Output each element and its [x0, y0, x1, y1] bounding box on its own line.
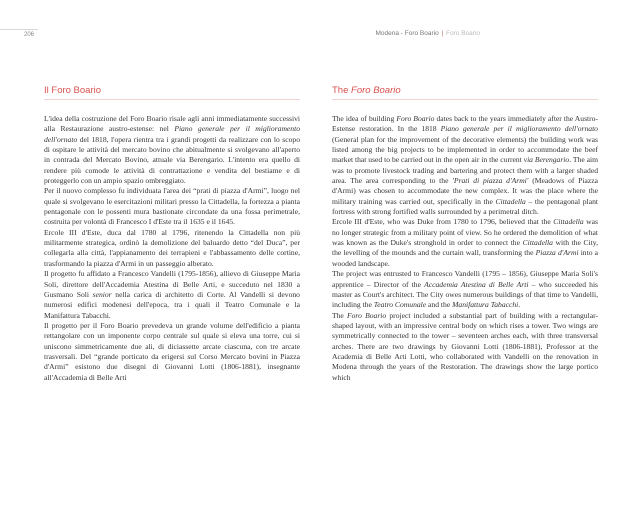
english-body	[332, 114, 598, 383]
paragraph: Il progetto per il Foro Boario prevedeva un grande volume dell'edificio a pianta rettangolare con un imponente corpo centrale sul quale si eleva una torre, cui si uniscono simmetricamente due ali, di diciassette arcate ciascuna, con tre arcate trasversali. Del “grande porticato da erigersi sul Corso Mercato bovini in Piazza d'Armi” esistono due disegni di Giovanni Lotti (1806-1881), insegnante all'Accademia di Belle Arti	[44, 320, 300, 382]
paragraph: Ercole III d'Este, duca dal 1780 al 1796, ritenendo la Cittadella non più militarmente strategica, ordinò la demolizione del baluardo detto “del Duca”, per collegarla alla città, l'appianamento dei terrapieni e l'abbassamento delle cortine, trasformando la piazza d'Armi in un passeggio alberato.	[44, 227, 300, 268]
paragraph: L'idea della costruzione del Foro Boario risale agli anni immediatamente successivi alla Restaurazione austro-estense: nel Piano generale per il miglioramento dell'ornato del 1818, l'opera rientra tra i grandi progetti da realizzare con lo scopo di ospitare le attività del mercato bovino che abitualmente si svolgevano all'aperto in contrada del Mercato Bovino, attuale via Berengario. L'intento era quello di rendere più comode le attività di contrattazione e vendita del bestiame e di proteggerlo con un ampio spazio ombreggiato.	[44, 114, 301, 186]
italian-column	[44, 85, 300, 383]
paragraph: Per il nuovo complesso fu individuata l'area dei “prati di piazza d'Armi”, luogo nel quale si svolgevano le esercitazioni militari presso la Cittadella, la fortezza a pianta pentagonale con le possenti mura bastionate circondate da una fossa perimetrale, costruita per volontà di Francesco I d'Este tra il 1635 e il 1645.	[44, 186, 300, 227]
running-head-separator: |	[441, 30, 444, 37]
running-head	[375, 30, 480, 37]
english-heading	[332, 85, 598, 100]
running-head-secondary: Foro Boario	[446, 30, 480, 37]
paragraph: The idea of building Foro Boario dates back to the years immediately after the Austro-Estense restoration. In the 1818 Piano generale per il miglioramento dell'ornato (General plan for the improvement of the decorative elements) the building work was listed among the big projects to be implemented in order to accommodate the beef market that used to be carried out in the open air in the current via Berengario. The aim was to promote livestock trading and bartering and protect them with a larger shaded area. The area corresponding to the 'Prati di piazza d'Armi' (Meadows of Piazza d'Armi) was chosen to accommodate the new complex. It was the place where the military training was carried out, specifically in the Cittadella – the pentagonal plant fortress with strong fortified walls surrounded by a perimetral ditch.	[332, 114, 599, 217]
english-heading-italic: Foro Boario	[351, 85, 401, 96]
english-heading-plain: The	[332, 85, 352, 96]
page-number-rule	[0, 29, 38, 30]
paragraph: Ercole III d'Este, who was Duke from 1780 to 1796, believed that the Cittadella was no longer strategic from a military point of view. So he ordered the demolition of what was known as the Duke's stronghold in order to connect the Cittadella with the City, the levelling of the mounds and the curtain wall, transforming the Piazza d'Armi into a wooded landscape.	[332, 217, 598, 268]
english-column	[332, 85, 598, 383]
italian-heading: Il Foro Boario	[44, 85, 300, 100]
running-head-primary: Modena - Foro Boario	[375, 30, 439, 37]
italian-body	[44, 114, 300, 383]
page-number: 206	[24, 32, 35, 38]
paragraph: Il progetto fu affidato a Francesco Vandelli (1795-1856), allievo di Giuseppe Maria Soli, direttore dell'Accademia Atestina di Belle Arti, e succeduto nel 1830 a Gusmano Soli senior nella carica di architetto di Corte. Al Vandelli si devono numerosi edifici modenesi dell'epoca, tra i quali il Teatro Comunale e la Manifattura Tabacchi.	[44, 269, 300, 320]
paragraph: The Foro Boario project included a substantial part of building with a rectangular-shaped layout, with an impressive central body on which rises a tower. Two wings are symmetrically connected to the tower – seventeen arches each, with three transversal arches. There are two drawings by Giovanni Lotti (1806-1881), Professor at the Academia di Belle Arti Lotti, who collaborated with Vandelli on the renovation in Modena through the years of the Restoration. The drawings show the large portico which	[332, 310, 598, 382]
paragraph: The project was entrusted to Francesco Vandelli (1795 – 1856), Giuseppe Maria Soli's apprentice – Director of the Accademia Atestina di Belle Arti – who succeeded his master as Court's architect. The City owes numerous buildings of that time to Vandelli, including the Teatro Comunale and the Manifattura Tabacchi.	[332, 269, 599, 310]
